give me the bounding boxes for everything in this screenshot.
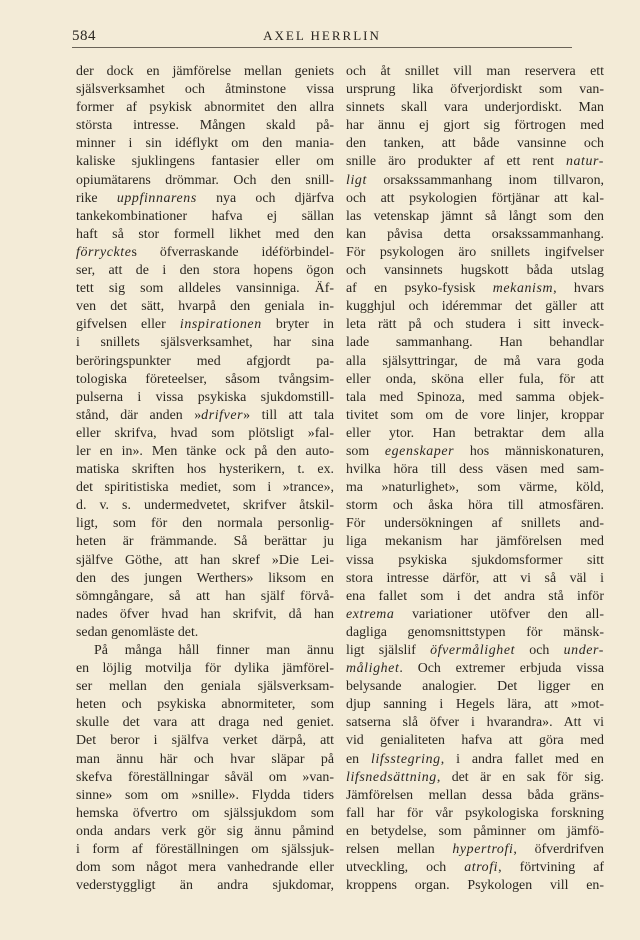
text-line: det spiritistiska mediet, som i »trance», bbox=[76, 480, 334, 496]
text-segment: . Och extremer erbjuda vissa bbox=[399, 661, 604, 677]
text-segment: , hvars bbox=[553, 281, 604, 297]
left-column bbox=[76, 63, 334, 895]
text-line bbox=[346, 660, 604, 678]
text-segment: rike bbox=[76, 190, 117, 206]
text-line: matiska skriften hos hysterikern, t. ex. bbox=[76, 462, 334, 478]
text-line: tett sig som alldeles vansinniga. Äf- bbox=[76, 281, 334, 297]
text-line: den tanken, att både vansinne och bbox=[346, 136, 604, 152]
text-segment: hos människonaturen, bbox=[454, 443, 604, 459]
emphasized-word: ligt bbox=[346, 172, 367, 188]
text-line: heten och psykiska abnormiteter, som bbox=[76, 697, 334, 713]
text-line: i snillets själsverksamhet, har sina bbox=[76, 335, 334, 351]
text-line: belysande analogier. Det ligger en bbox=[346, 679, 604, 695]
text-line: tologiska företeelser, såsom tvångsim- bbox=[76, 371, 334, 387]
text-line: själsverksamhet och åtminstone vissa bbox=[76, 82, 334, 98]
text-line: former af psykisk abnormitet den allra bbox=[76, 100, 334, 116]
text-line: storm och åska höra till atmosfären. bbox=[346, 498, 604, 514]
text-line: heten är främmande. Så berättar ju bbox=[76, 534, 334, 550]
text-line: sinnets skall vara underjordiskt. Man bbox=[346, 100, 604, 116]
text-line bbox=[346, 280, 604, 298]
emphasized-word: förryckte bbox=[76, 244, 132, 260]
text-segment: af en psyko-fysisk bbox=[346, 281, 493, 297]
text-line: vederstyggligt än andra sjukdomar, bbox=[76, 878, 334, 894]
text-line: leta rätt på och studera i sitt inveck- bbox=[346, 317, 604, 333]
emphasized-word: atrofi bbox=[464, 860, 499, 876]
right-column bbox=[346, 63, 604, 895]
running-head: AXEL HERRLIN bbox=[263, 28, 381, 43]
text-line bbox=[346, 859, 604, 877]
text-line: dagliga genomsnittstypen för mänsk- bbox=[346, 624, 604, 640]
text-line: vissa psykiska sjukdomsformer sitt bbox=[346, 552, 604, 568]
text-line: kaliske sjuklingens fantasier eller om bbox=[76, 154, 334, 170]
text-line bbox=[346, 172, 604, 190]
text-segment: ligt själslif bbox=[346, 643, 431, 658]
text-line: och att psykologien förtjänar att kal- bbox=[346, 190, 604, 206]
text-line: satserna slå öfver i hvarandra». Att vi bbox=[346, 715, 604, 731]
text-line: den des jungen Werthers» liksom en bbox=[76, 570, 334, 586]
text-line: hvilka höra till dess väsen med sam- bbox=[346, 462, 604, 478]
emphasized-word: målighet bbox=[346, 661, 400, 677]
text-line: Det beror i själfva verket därpå, att bbox=[76, 733, 334, 749]
emphasized-word: drifver bbox=[201, 407, 244, 423]
text-line bbox=[346, 751, 604, 769]
text-line: skulle det vara att draga ned geniet. bbox=[76, 715, 334, 731]
text-line: och vansinnets hugskott båda utslag bbox=[346, 263, 604, 279]
text-segment: » till att tala bbox=[243, 407, 334, 423]
text-line: För undersökningen af snillets and- bbox=[346, 516, 604, 532]
text-segment: snille äro produkter af ett rent bbox=[346, 154, 566, 170]
text-line: haft så stor formell likhet med den bbox=[76, 226, 334, 242]
emphasized-word: lifsstegring bbox=[371, 751, 441, 767]
text-line: ser mellan den geniala själsverksam- bbox=[76, 679, 334, 695]
text-line: en betydelse, som påminner om jämfö- bbox=[346, 823, 604, 839]
text-line: las vetenskap jämnt så långt som den bbox=[346, 208, 604, 224]
header-rule bbox=[72, 47, 572, 48]
text-segment: variationer utöfver den all- bbox=[394, 606, 604, 622]
text-line: ma »naturlighet», som värme, köld, bbox=[346, 480, 604, 496]
text-segment: s öfverraskande idéförbindel- bbox=[131, 244, 334, 260]
text-line: har ännu ej gjort sig förtrogen med bbox=[346, 118, 604, 134]
emphasized-word: natur- bbox=[565, 154, 604, 170]
text-line: i form af föreställningen om själssjuk- bbox=[76, 842, 334, 858]
text-line: alla själsyttringar, de må vara goda bbox=[346, 353, 604, 369]
text-segment: en bbox=[346, 751, 372, 767]
text-line: kugghjul och idéremmar det gäller att bbox=[346, 299, 604, 315]
text-segment: , förtvining af bbox=[498, 860, 604, 876]
text-segment: utveckling, och bbox=[346, 860, 465, 876]
text-line: en löjlig motvilja för dylika jämförel- bbox=[76, 661, 334, 677]
text-line bbox=[346, 642, 604, 660]
text-segment: nya och djärfva bbox=[196, 190, 334, 206]
text-line: eller ytor. Han betraktar dem alla bbox=[346, 425, 604, 441]
text-line: ena fallet som i det andra stå inför bbox=[346, 588, 604, 604]
text-line bbox=[346, 153, 604, 171]
text-segment: stånd, där anden » bbox=[76, 407, 202, 423]
text-line: beröringspunkter med afgjordt pa- bbox=[76, 353, 334, 369]
text-segment: relsen mellan bbox=[346, 842, 453, 858]
text-line: fall har för vår psykologiska forskning bbox=[346, 805, 604, 821]
text-line: opiumätarens drömmar. Och den snill- bbox=[76, 172, 334, 188]
text-line: stora intresse därför, att vi så väl i bbox=[346, 570, 604, 586]
text-line: själfve Göthe, att han skref »Die Lei- bbox=[76, 552, 334, 568]
text-segment: orsakssammanhang inom tillvaron, bbox=[366, 172, 604, 188]
text-line: kroppens organ. Psykologen vill en- bbox=[346, 878, 604, 894]
text-segment: , det är en sak för sig. bbox=[436, 769, 604, 785]
text-line bbox=[346, 841, 604, 859]
text-line: hemska öfvertro om själssjukdom som bbox=[76, 805, 334, 821]
emphasized-word: inspirationen bbox=[179, 317, 262, 333]
text-line: vid genialiteten hafva att göra med bbox=[346, 733, 604, 749]
text-line: skefva föreställningar såväl om »van- bbox=[76, 769, 334, 785]
text-line: På många håll finner man ännu bbox=[94, 643, 334, 658]
text-line: dom som något mera vanhedrande eller bbox=[76, 860, 334, 876]
text-line: Jämförelsen mellan dessa båda gräns- bbox=[346, 787, 604, 803]
emphasized-word: egenskaper bbox=[384, 443, 455, 459]
text-line: der dock en jämförelse mellan geniets bbox=[76, 64, 334, 79]
text-segment: bryter in bbox=[261, 317, 334, 333]
text-line: tankekombinationer hafva ej sällan bbox=[76, 208, 334, 224]
text-segment: gifvelsen eller bbox=[76, 317, 180, 333]
text-line: sinne» som om »snille». Flydda tiders bbox=[76, 787, 334, 803]
text-line: d. v. s. undermedvetet, skrifver åtskil- bbox=[76, 498, 334, 514]
text-line: tivitet som om de vore linjer, kroppar bbox=[346, 407, 604, 423]
emphasized-word: hypertrofi bbox=[452, 842, 514, 858]
text-segment: som bbox=[346, 443, 385, 459]
text-line bbox=[346, 606, 604, 624]
text-segment: , i andra fallet med en bbox=[440, 751, 604, 767]
text-line: ler en in». Men tänke ock på den auto- bbox=[76, 443, 334, 459]
text-line bbox=[76, 316, 334, 334]
text-line: onda andars verk gör sig ännu påmind bbox=[76, 823, 334, 839]
text-line: djup sanning i Hegels lära, att »mot- bbox=[346, 697, 604, 713]
text-line: eller onda, sköna eller fula, för att bbox=[346, 371, 604, 387]
text-line: sömngångare, så att han själf förvå- bbox=[76, 588, 334, 604]
text-line: liga mekanism har jämförelsen med bbox=[346, 534, 604, 550]
text-line: pulserna i vissa psykiska sjukdomstill- bbox=[76, 389, 334, 405]
text-line bbox=[76, 244, 334, 262]
emphasized-word: öfvermålighet bbox=[430, 643, 516, 658]
text-line: minner i sin idéflykt om den mania- bbox=[76, 136, 334, 152]
text-line: eller skrifva, hvad som plötsligt »fal- bbox=[76, 425, 334, 441]
text-line: För psykologen äro snillets ingifvelser bbox=[346, 244, 604, 260]
emphasized-word: mekanism bbox=[492, 281, 554, 297]
text-line bbox=[76, 190, 334, 208]
emphasized-word: extrema bbox=[346, 606, 395, 622]
text-line: största intresse. Mången skald på- bbox=[76, 118, 334, 134]
text-line: lade sammanhang. Han behandlar bbox=[346, 335, 604, 351]
text-line: ven det sätt, hvarpå den geniala in- bbox=[76, 299, 334, 315]
text-line: nades öfver hvad han skrifvit, då han bbox=[76, 606, 334, 622]
text-line bbox=[346, 769, 604, 787]
text-line: tala med Spinoza, med samma objek- bbox=[346, 389, 604, 405]
emphasized-word: uppfinnarens bbox=[116, 190, 197, 206]
text-line: ursprung lika öfverjordiskt som van- bbox=[346, 82, 604, 98]
text-line bbox=[346, 443, 604, 461]
text-segment: , öfverdrifven bbox=[513, 842, 604, 858]
text-line: kan påvisa detta orsakssammanhang. bbox=[346, 226, 604, 242]
text-line: ser, att de i den stora hopens ögon bbox=[76, 263, 334, 279]
text-line bbox=[76, 407, 334, 425]
emphasized-word: lifsnedsättning bbox=[346, 769, 437, 785]
text-line: man ännu här och hvar släpar på bbox=[76, 751, 334, 767]
text-line: och åt snillet vill man reservera ett bbox=[346, 64, 604, 79]
page-number: 584 bbox=[72, 28, 96, 44]
text-line: ligt, som för den normala personlig- bbox=[76, 516, 334, 532]
emphasized-word: under- bbox=[563, 643, 604, 658]
text-line: sedan genomläste det. bbox=[76, 624, 199, 640]
text-segment: och bbox=[515, 643, 564, 658]
